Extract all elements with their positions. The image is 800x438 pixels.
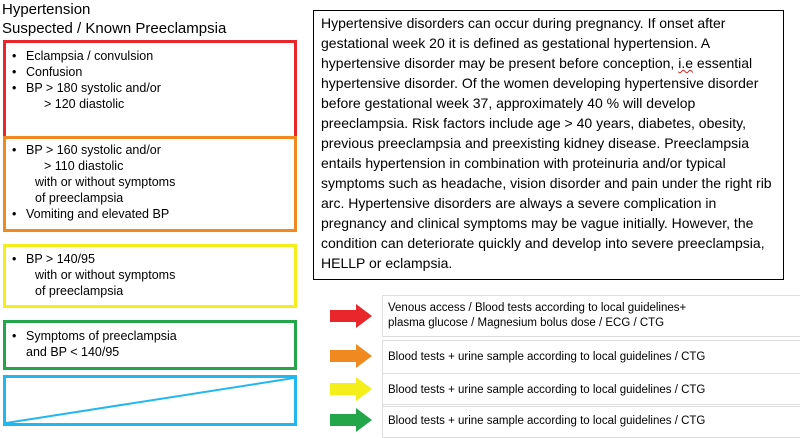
action-text-line-1: Blood tests + urine sample according to local guidelines / CTG: [388, 383, 706, 396]
blue-triage-box: [3, 375, 297, 426]
item-text-continued: > 110 diastolic: [44, 159, 124, 173]
item-text: • Vomiting and elevated BP: [26, 207, 170, 221]
item-text-continued: > 120 diastolic: [44, 97, 125, 111]
yellow-triage-box: [3, 244, 297, 308]
action-text-line-1: Venous access / Blood tests according to local guidelines+: [388, 302, 687, 314]
title-line-2: Suspected / Known Preeclampsia: [2, 20, 227, 37]
action-text-box: [382, 340, 800, 374]
info-text-part-1: Hypertensive disorders can occur during pregnancy. If onset after gestational week 20 it is defined as gestational hypertension. A hypertensive disorder may be present before conception,: [321, 15, 726, 71]
info-text-part-2: essential hypertensive disorder. Of the women developing hypertensive disorder before gestational week 37, approximately 40 % will develop preeclampsia. Risk factors include age > 40 years, diabetes, obesity, previous preeclampsia and preexisting kidney disease. Preeclampsia entails hypertension in combination with proteinuria and/or typical symptoms such as headache, vision disorder and pain under the right rib arc. Hypertensive disorders are always a severe complication in pregnancy and clinical symptoms may be vague initially. However, the condition can deteriorate quickly and develop into severe preeclampsia, HELLP or eclampsia.: [321, 55, 772, 271]
action-row-yellow: [330, 373, 800, 407]
yellow-arrow-icon: [330, 377, 372, 401]
info-text-box: [313, 10, 784, 280]
list-item: [6, 328, 294, 360]
action-text-line-1: Blood tests + urine sample according to local guidelines / CTG: [388, 350, 706, 363]
list-item: [6, 80, 294, 112]
action-row-green: [330, 404, 800, 438]
info-text-ie: i.e: [678, 55, 694, 71]
green-arrow-icon: [330, 408, 372, 432]
diagonal-line: [6, 378, 294, 423]
list-item: [6, 64, 294, 80]
action-text-line-1: Blood tests + urine sample according to local guidelines / CTG: [388, 414, 706, 427]
red-arrow-icon: [330, 304, 372, 328]
action-text-box: [382, 404, 800, 438]
action-row-red: [330, 295, 800, 337]
action-text-box: [382, 295, 800, 337]
list-item: [6, 206, 294, 222]
list-item: [6, 48, 294, 64]
list-item: [6, 251, 294, 299]
action-text-box: [382, 373, 800, 407]
page-title: [2, 0, 226, 38]
item-text-continued: of preeclampsia: [35, 284, 124, 298]
action-row-orange: [330, 340, 800, 374]
item-text: • Symptoms of preeclampsia: [26, 329, 177, 343]
item-text-continued: with or without symptoms: [35, 175, 176, 189]
item-text: • Confusion: [26, 65, 83, 79]
orange-arrow-icon: [330, 344, 372, 368]
title-line-1: Hypertension: [2, 1, 91, 18]
orange-triage-box: [3, 136, 297, 232]
action-text-line-2: plasma glucose / Magnesium bolus dose / ECG / CTG: [388, 317, 665, 329]
item-text: • BP > 160 systolic and/or: [26, 143, 161, 157]
item-text: • BP > 180 systolic and/or: [26, 81, 161, 95]
red-triage-box: [3, 40, 297, 143]
list-item: [6, 142, 294, 206]
item-text-continued: and BP < 140/95: [26, 345, 120, 359]
item-text: • BP > 140/95: [26, 252, 95, 266]
item-text: • Eclampsia / convulsion: [26, 49, 154, 63]
item-text-continued: of preeclampsia: [35, 191, 124, 205]
item-text-continued: with or without symptoms: [35, 268, 176, 282]
green-triage-box: [3, 320, 297, 370]
